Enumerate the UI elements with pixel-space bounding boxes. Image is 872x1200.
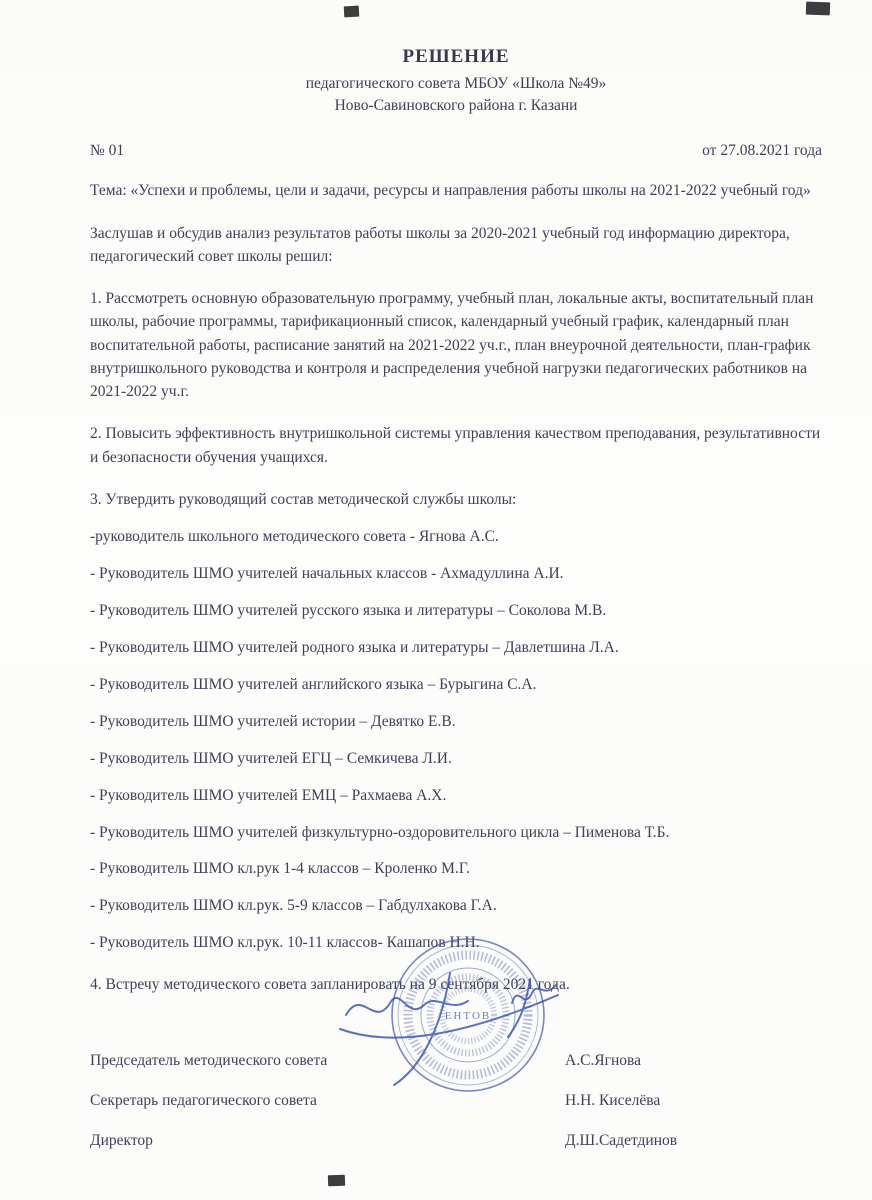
list-item: - Руководитель ШМО кл.рук. 5-9 классов – Габдулхакова Г.А.	[90, 897, 497, 915]
signature-row-director	[90, 1132, 822, 1150]
signature-name: Д.Ш.Садетдинов	[565, 1132, 678, 1150]
list-item: - Руководитель ШМО учителей физкультурно-оздоровительного цикла – Пименова Т.Б.	[90, 823, 670, 841]
signature-role: Председатель методического совета	[90, 1052, 328, 1070]
document-number: № 01	[90, 142, 125, 160]
decision-paragraph-2: 2. Повысить эффективность внутришкольной системы управления качеством преподавания, результативности и безопасности обучения учащихся.	[90, 425, 821, 466]
document-meta-row	[90, 142, 822, 160]
decision-paragraph-1: 1. Рассмотреть основную образовательную программу, учебный план, локальные акты, воспитательный план школы, рабочие программы, тарификационный список, календарный учебный график, календарный план воспитательной работы, расписание занятий на 2021-2022 уч.г., план внеурочной деятельности, план-график внутришкольного руководства и контроля и распределения учебной нагрузки педагогических работников на 2021-2022 уч.г.	[90, 290, 814, 401]
scan-artifact-top	[344, 6, 360, 18]
signature-row-secretary	[90, 1092, 822, 1110]
signature-name: Н.Н. Киселёва	[565, 1092, 661, 1110]
signature-block	[90, 1052, 822, 1150]
document-date: от 27.08.2021 года	[702, 142, 822, 160]
list-item: - Руководитель ШМО учителей ЕМЦ – Рахмаева А.Х.	[90, 786, 447, 804]
org-line-1: педагогического совета МБОУ «Школа №49»	[305, 75, 607, 92]
document-content	[90, 46, 822, 1172]
list-item: -руководитель школьного методического совета - Ягнова А.С.	[90, 528, 499, 546]
list-item: - Руководитель ШМО учителей английского языка – Бурыгина С.А.	[90, 675, 537, 693]
stamp-text-fragment: ЕНТОВ	[444, 1010, 492, 1022]
signature-name: А.С.Ягнова	[565, 1052, 642, 1070]
list-item: - Руководитель ШМО учителей начальных классов - Ахмадуллина А.И.	[90, 565, 564, 583]
list-item: - Руководитель ШМО кл.рук. 10-11 классов- Кашапов Н.Н.	[90, 934, 480, 952]
list-item: - Руководитель ШМО учителей русского языка и литературы – Соколова М.В.	[90, 601, 607, 619]
list-item: - Руководитель ШМО учителей ЕГЦ – Семкичева Л.И.	[90, 749, 452, 767]
signature-row-chairman	[90, 1052, 822, 1070]
scan-artifact-top-right	[806, 2, 830, 16]
list-item: - Руководитель ШМО кл.рук 1-4 классов – Кроленко М.Г.	[90, 860, 470, 878]
list-item: - Руководитель ШМО учителей истории – Девятко Е.В.	[90, 712, 456, 730]
intro-paragraph: Заслушав и обсудив анализ результатов работы школы за 2020-2021 учебный год информацию директора, педагогический совет школы решил:	[90, 224, 790, 265]
signature-role: Секретарь педагогического совета	[90, 1092, 317, 1110]
document-header	[90, 46, 822, 116]
document-title: РЕШЕНИЕ	[402, 46, 510, 67]
scan-artifact-bottom	[328, 1175, 345, 1187]
decision-paragraph-3: 3. Утвердить руководящий состав методической службы школы:	[90, 490, 517, 508]
theme-line: Тема: «Успехи и проблемы, цели и задачи, ресурсы и направления работы школы на 2021-2022 учебный год»	[90, 182, 811, 200]
decision-paragraph-4: 4. Встречу методического совета запланировать на 9 сентября 2021 года.	[90, 976, 570, 994]
org-line-2: Ново-Савиновского района г. Казани	[334, 96, 578, 114]
signature-role: Директор	[90, 1132, 153, 1150]
list-item: - Руководитель ШМО учителей родного языка и литературы – Давлетшина Л.А.	[90, 638, 619, 656]
